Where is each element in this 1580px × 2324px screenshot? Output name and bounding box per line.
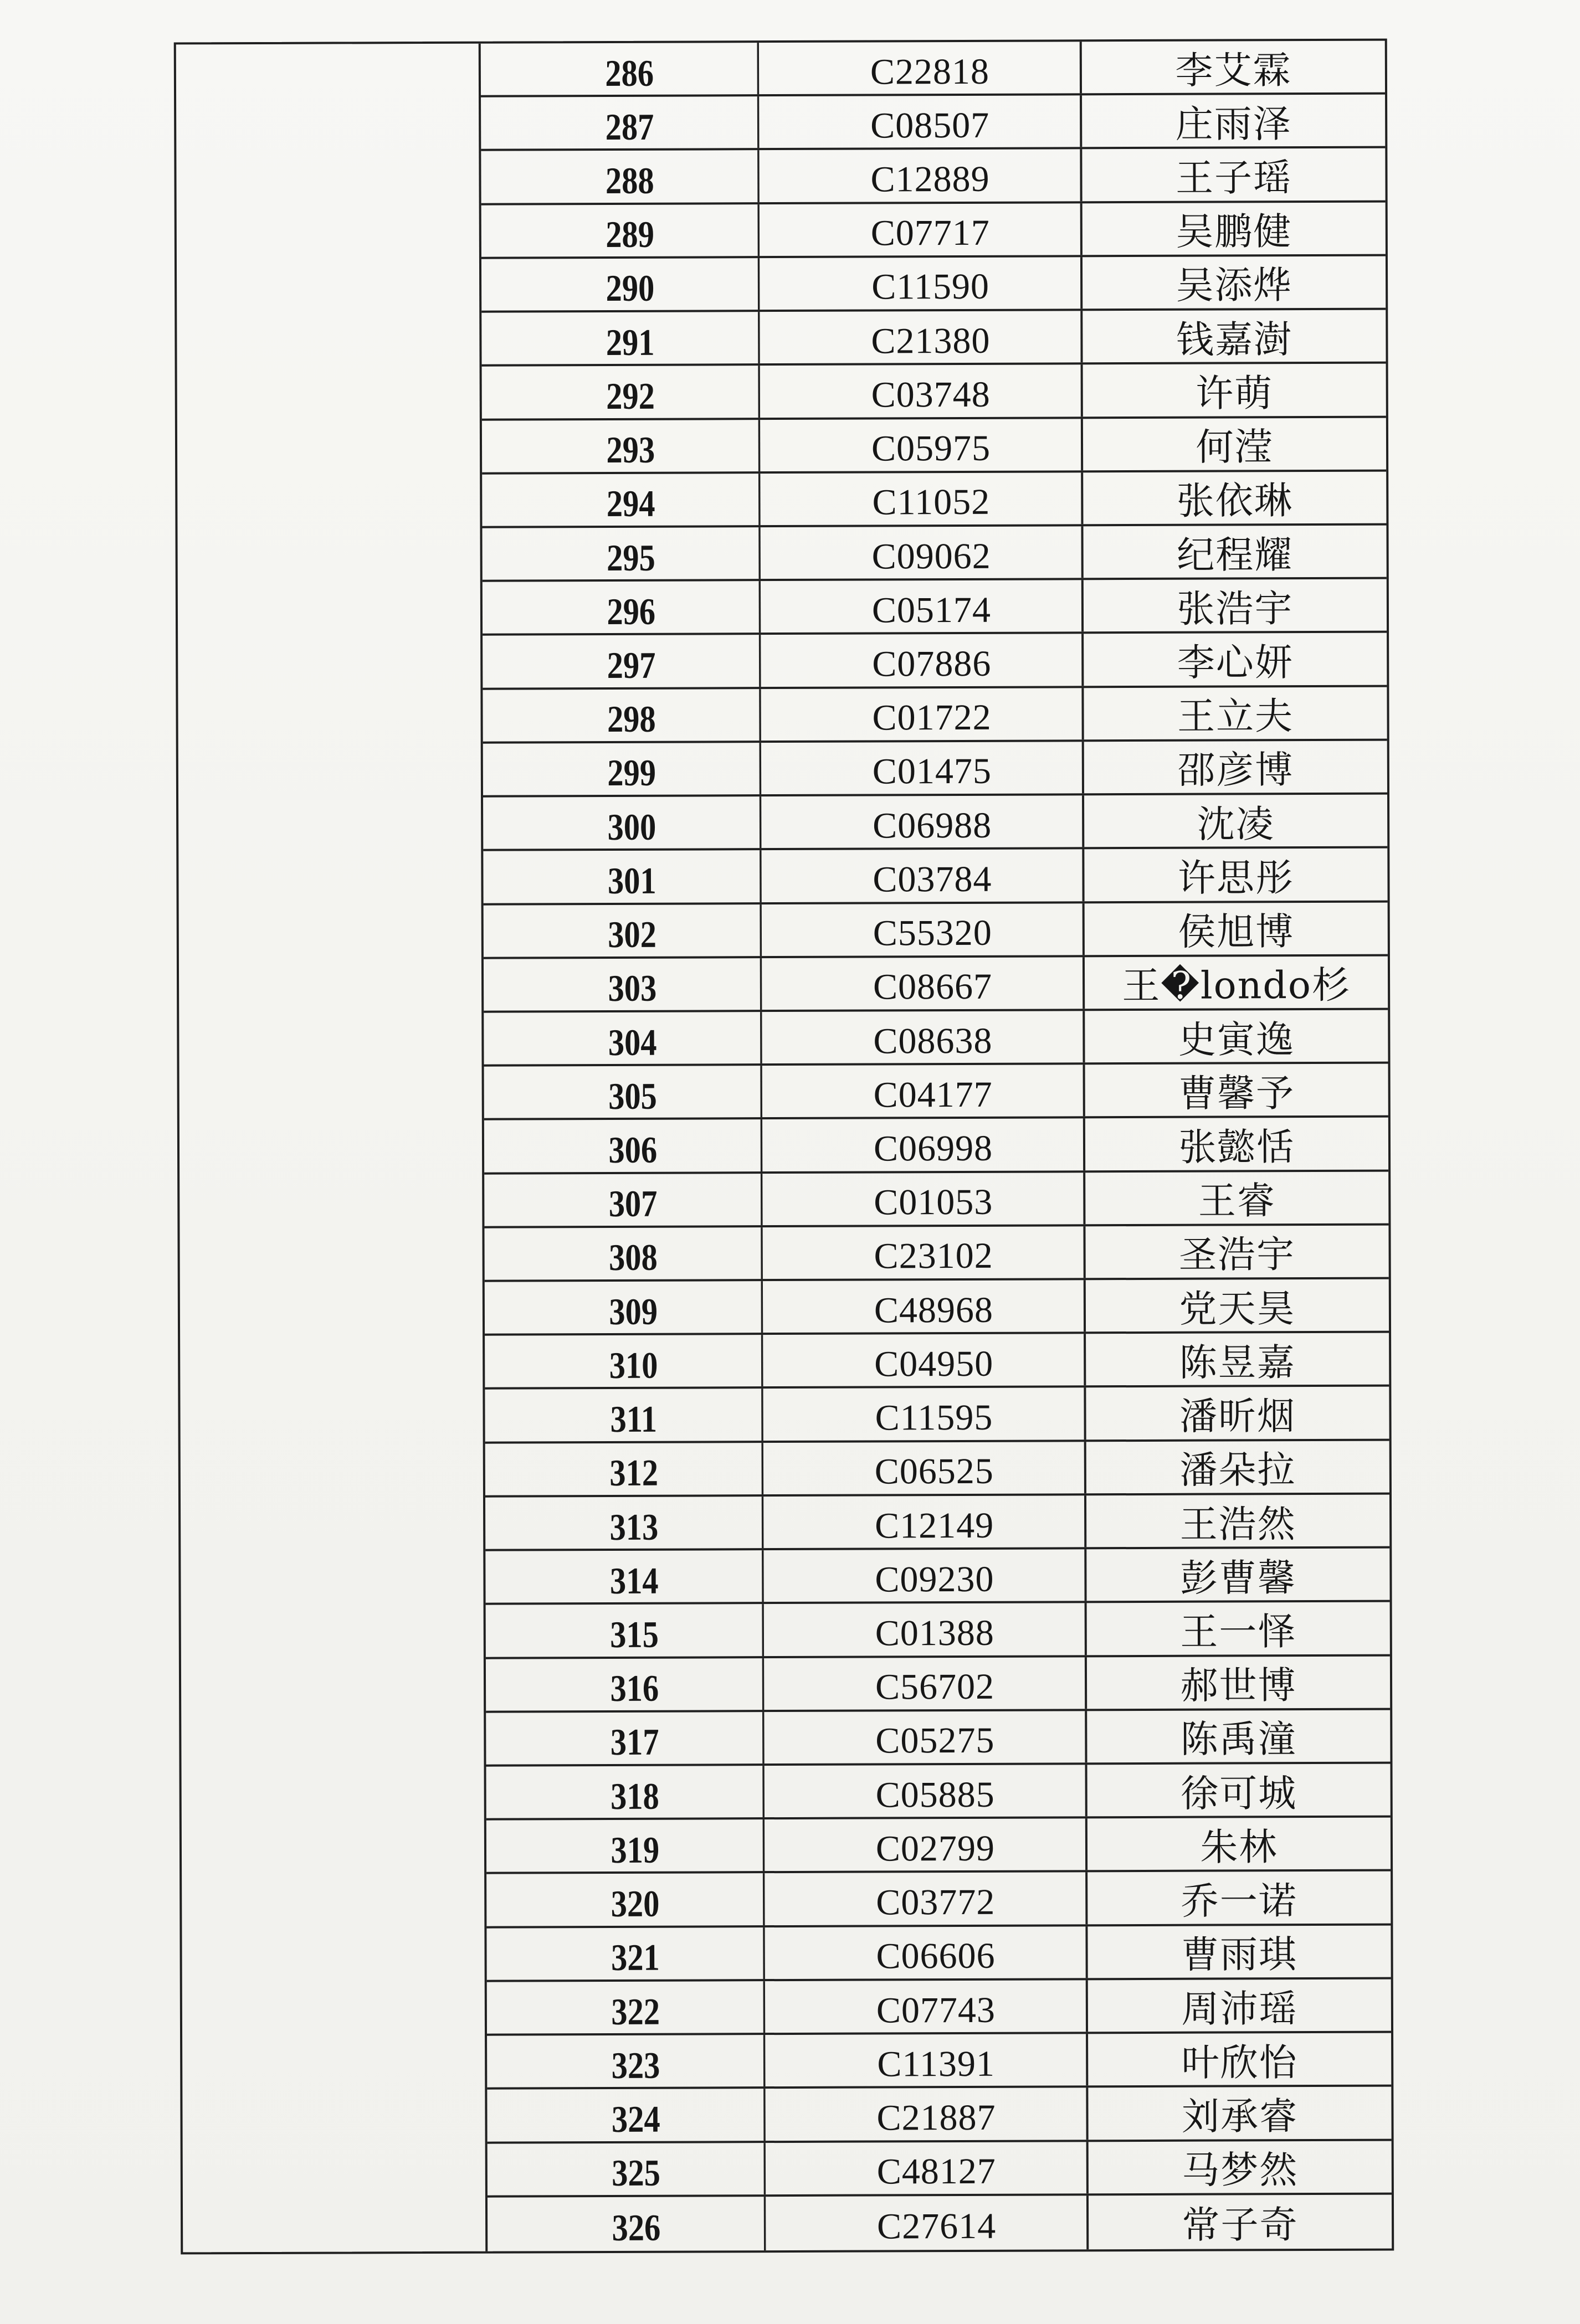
row-number: 296 [504,581,761,634]
student-name: 曹雨琪 [1181,1933,1298,1978]
student-name: 曹馨予 [1178,1071,1295,1116]
student-name: 李艾霖 [1175,48,1292,93]
row-number: 309 [506,1281,763,1334]
merged-left-column [176,44,488,2253]
roster-table [174,39,1394,2255]
table-row [486,1925,1391,1982]
student-name: 张懿恬 [1178,1125,1295,1170]
table-row [485,1494,1389,1551]
row-number: 317 [507,1712,765,1765]
row-number: 306 [505,1119,763,1172]
student-code: C21380 [781,311,1083,363]
row-number: 310 [506,1335,763,1387]
table-row [483,633,1387,690]
table-row [486,1710,1390,1766]
table-row [485,1549,1389,1605]
student-name: 纪程耀 [1177,533,1294,578]
student-name: 常子奇 [1182,2203,1299,2248]
student-code: C21887 [786,2088,1088,2141]
student-code: C22818 [780,42,1082,94]
table-row [482,364,1386,420]
table-row [486,1602,1390,1659]
student-name: 李心妍 [1177,641,1294,685]
student-name: 刘承睿 [1181,2095,1299,2139]
student-name: 王�londo杉 [1122,964,1351,1009]
row-number: 304 [505,1012,762,1065]
student-code: C01388 [785,1603,1087,1656]
student-code: C11391 [786,2034,1088,2086]
row-number: 322 [508,1981,766,2034]
student-code: C04177 [783,1065,1085,1117]
student-name: 何滢 [1196,425,1274,470]
student-name: 叶欣怡 [1181,2040,1298,2085]
student-code: C11595 [784,1388,1086,1441]
student-name: 张浩宇 [1177,587,1294,631]
student-name: 乔一诺 [1181,1879,1297,1924]
row-number: 313 [506,1497,764,1549]
student-code: C09062 [781,526,1083,579]
student-code: C06998 [783,1119,1085,1171]
table-row [481,95,1385,151]
row-number: 300 [504,796,762,849]
student-code: C04950 [784,1334,1086,1387]
student-code: C08638 [783,1011,1085,1063]
student-name: 马梦然 [1182,2148,1299,2193]
row-number: 290 [502,258,760,311]
student-name: 陈昱嘉 [1179,1340,1296,1385]
student-code: C23102 [783,1226,1085,1279]
table-row [484,1118,1388,1174]
student-name: 吴鹏健 [1176,210,1292,255]
row-number: 293 [503,420,761,472]
table-row [486,1656,1390,1713]
row-number: 312 [506,1443,763,1495]
row-number: 287 [502,96,760,149]
row-number: 325 [508,2143,766,2196]
table-row [481,148,1385,205]
table-row [485,1387,1389,1443]
student-code: C56702 [785,1657,1087,1710]
table-row [484,1064,1388,1120]
student-name: 王立夫 [1177,695,1294,739]
student-name: 史寅逸 [1178,1017,1295,1062]
student-name: 朱林 [1200,1826,1278,1870]
row-number: 298 [504,689,761,742]
row-number: 311 [506,1389,763,1442]
student-code: C12889 [780,150,1082,202]
row-number: 294 [503,474,761,526]
student-name: 徐可城 [1181,1771,1297,1816]
student-name: 圣浩宇 [1178,1233,1296,1278]
student-code: C03784 [782,850,1084,902]
row-number: 303 [505,958,762,1011]
student-code: C11052 [781,472,1083,525]
row-number: 286 [502,43,760,95]
student-code: C06988 [782,795,1084,848]
student-code: C55320 [783,903,1085,956]
row-number: 297 [504,635,761,688]
student-name: 张依琳 [1176,479,1293,524]
student-code: C06606 [786,1926,1087,1979]
row-number: 321 [507,1927,765,1980]
student-code: C09230 [784,1549,1086,1602]
row-number: 320 [507,1874,765,1926]
student-code: C01475 [782,742,1084,794]
table-row [484,1171,1388,1228]
student-code: C05174 [782,580,1084,633]
row-number: 295 [503,527,761,580]
row-number: 292 [502,366,760,418]
student-name: 许思彤 [1177,856,1295,901]
table-row [487,2033,1391,2090]
row-number: 302 [504,904,762,957]
student-name: 吴添烨 [1176,264,1292,309]
student-name: 党天昊 [1179,1287,1296,1331]
student-name: 侯旭博 [1178,910,1295,954]
row-number: 314 [506,1550,764,1603]
student-code: C02799 [786,1819,1087,1871]
table-body [481,41,1392,2251]
student-code: C01053 [783,1173,1085,1225]
student-code: C07743 [786,1980,1088,2033]
table-row [487,1979,1391,2035]
student-code: C48968 [784,1280,1086,1333]
row-number: 289 [502,204,760,257]
student-name: 邵彦博 [1177,748,1294,793]
row-number: 323 [508,2035,766,2088]
student-code: C11590 [781,257,1083,310]
row-number: 291 [502,312,760,364]
table-row [482,471,1386,528]
row-number: 308 [505,1227,763,1280]
table-row [483,741,1387,797]
student-code: C08507 [780,96,1082,148]
table-row [486,1818,1391,1874]
table-row [484,956,1388,1012]
row-number: 318 [507,1766,765,1818]
table-row [486,1871,1391,1928]
student-code: C03772 [786,1873,1087,1925]
table-row [481,41,1385,97]
student-code: C12149 [784,1495,1086,1548]
student-code: C05275 [785,1711,1087,1763]
row-number: 307 [505,1174,763,1226]
student-code: C27614 [787,2196,1089,2250]
table-row [481,310,1386,367]
student-name: 许萌 [1196,372,1274,416]
row-number: 288 [502,151,760,203]
student-code: C05975 [781,419,1083,471]
student-code: C06525 [784,1442,1086,1494]
row-number: 305 [505,1066,762,1118]
table-row [481,256,1386,312]
table-row [483,579,1387,636]
table-row [486,1764,1391,1821]
row-number: 301 [504,850,762,903]
table-row [485,1441,1389,1497]
student-code: C03748 [781,365,1083,418]
table-row [483,687,1387,743]
student-name: 潘昕烟 [1179,1395,1296,1439]
row-number: 316 [507,1658,765,1711]
student-name: 庄雨泽 [1175,102,1292,147]
row-number: 299 [504,743,762,795]
table-row [482,526,1386,582]
student-code: C07717 [781,203,1083,256]
student-code: C05885 [786,1765,1087,1817]
table-row [484,1010,1388,1067]
student-name: 彭曹馨 [1179,1556,1297,1601]
table-row [487,2087,1391,2143]
student-name: 周沛瑶 [1181,1987,1298,2032]
student-code: C48127 [787,2142,1089,2194]
table-row [483,849,1387,905]
student-name: 潘朵拉 [1179,1448,1296,1493]
student-name: 王睿 [1198,1179,1276,1223]
student-name: 沈凌 [1197,802,1275,847]
table-row [485,1279,1389,1336]
table-row [484,1225,1388,1282]
student-name: 钱嘉澍 [1176,317,1293,362]
row-number: 315 [506,1604,764,1657]
table-row [485,1333,1389,1390]
student-code: C01722 [782,688,1084,741]
table-row [488,2194,1392,2251]
table-row [481,202,1386,259]
student-name: 陈禹潼 [1180,1718,1297,1762]
row-number: 319 [507,1819,765,1872]
student-name: 王浩然 [1179,1502,1296,1547]
student-code: C08667 [783,957,1085,1010]
table-row [488,2141,1392,2197]
table-row [484,902,1388,959]
table-row [482,418,1386,474]
row-number: 326 [509,2197,766,2251]
table-row [483,795,1387,851]
student-name: 王一怿 [1180,1610,1297,1654]
student-name: 郝世博 [1180,1664,1297,1708]
student-code: C07886 [782,634,1084,687]
row-number: 324 [508,2089,766,2141]
student-name: 王子瑶 [1175,156,1292,200]
